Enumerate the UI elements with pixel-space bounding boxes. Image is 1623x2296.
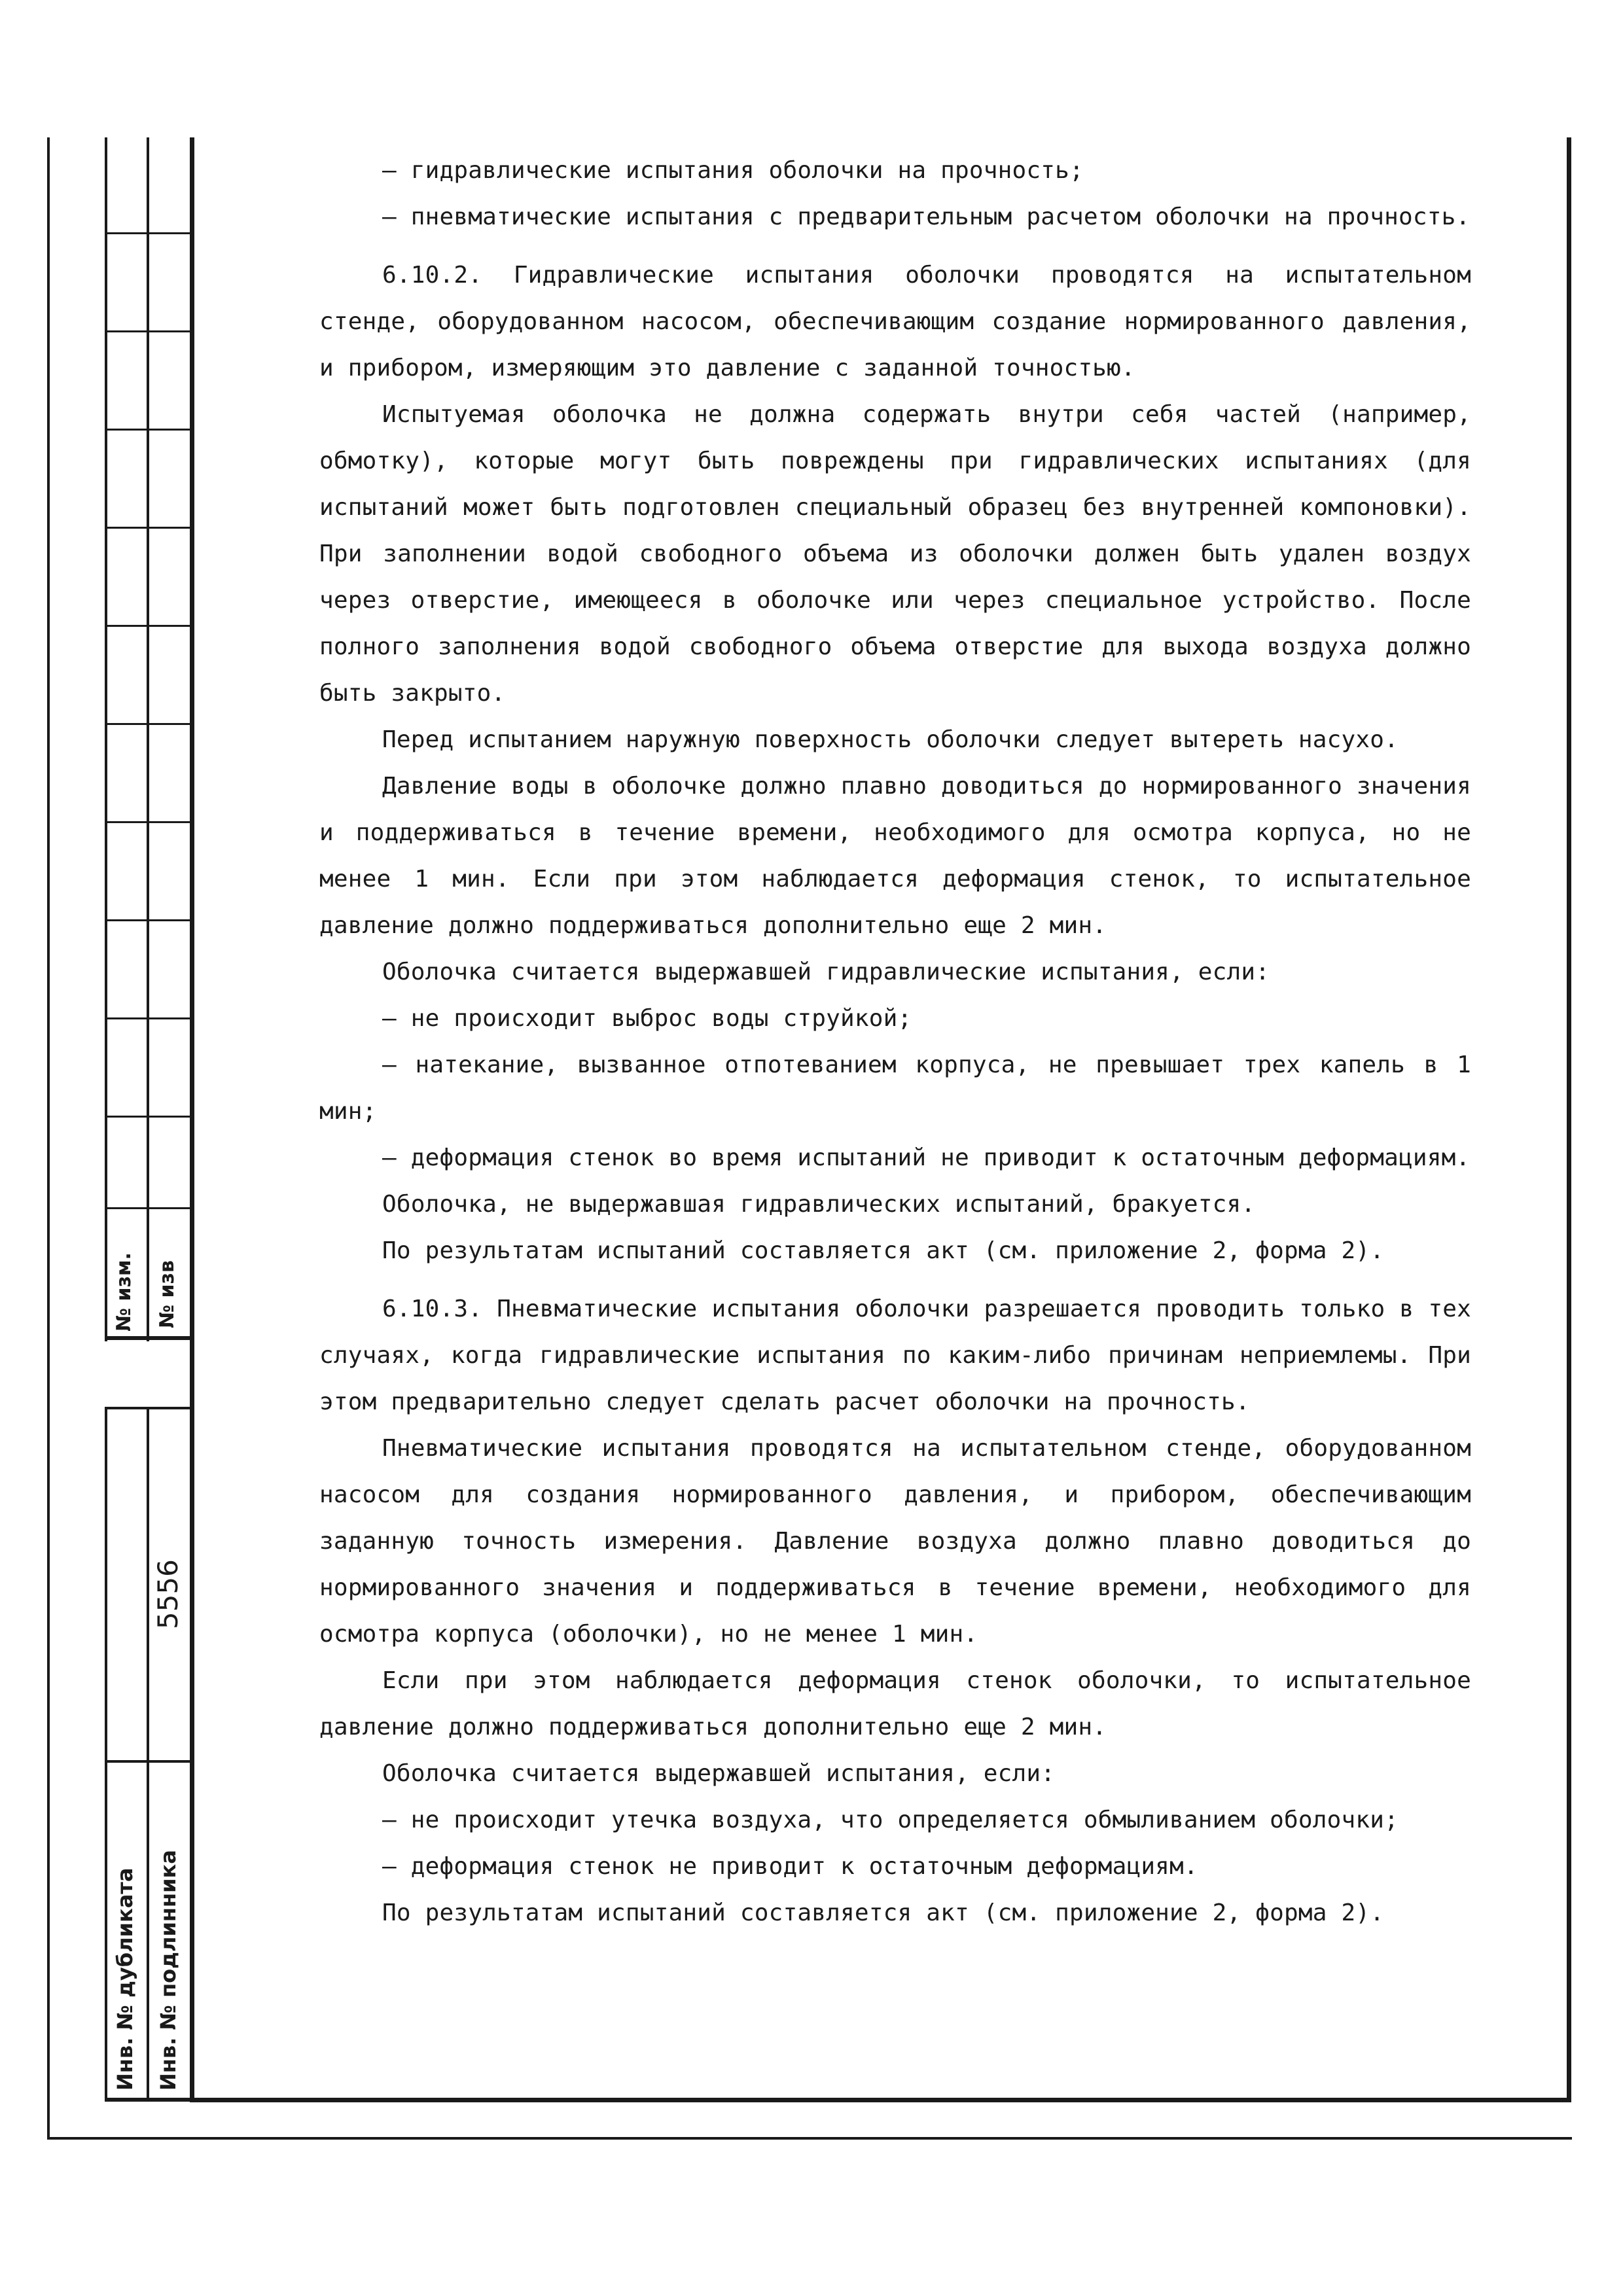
paragraph: Давление воды в оболочке должно плавно доводиться до нормированного значения и поддерживаться в течение времени, необходимого для осмотра корпуса, но не менее 1 мин. Если при этом наблюдается деформация стенок, то испытательное давление должно поддерживаться дополнительно еще 2 мин. (319, 773, 1471, 939)
stamp-grid-row (105, 723, 192, 725)
stamp-grid-row (105, 527, 192, 529)
original-inventory-number: 5556 (152, 1559, 184, 1629)
list-item: – гидравлические испытания оболочки на прочность; (382, 157, 1084, 184)
stamp-col-line-1 (105, 137, 107, 1341)
izv-label: № изв (156, 1260, 179, 1328)
stamp-grid-row (105, 919, 192, 921)
stamp-main-line (190, 137, 194, 2100)
stamp-grid-row (105, 1207, 192, 1209)
paragraph: Оболочка, не выдержавшая гидравлических испытаний, бракуется. (382, 1191, 1256, 1218)
content-frame-bottom (190, 2098, 1571, 2102)
stamp-grid-row (105, 821, 192, 823)
paragraph: Оболочка считается выдержавшей гидравлические испытания, если: (382, 959, 1270, 985)
stamp-grid-row (105, 232, 192, 234)
section-paragraph: 6.10.2. Гидравлические испытания оболочки проводятся на испытательном стенде, оборудованном насосом, обеспечивающим создание нормированного давления, и прибором, измеряющим это давление с заданной точностью. (319, 262, 1471, 381)
paragraph: Пневматические испытания проводятся на испытательном стенде, оборудованном насосом для создания нормированного давления, и прибором, обеспечивающим заданную точность измерения. Давление воздуха должно плавно доводиться до нормированного значения и поддерживаться в течение времени, необходимого для осмотра корпуса (оболочки), но не менее 1 мин. (319, 1435, 1471, 1648)
stamp-grid-row (105, 1116, 192, 1118)
duplicate-label: Инв. № дубликата (113, 1867, 137, 2091)
frame-bottom-outer (47, 2137, 1572, 2140)
frame-right-border (1567, 137, 1571, 2098)
frame-left-outer (47, 137, 50, 2140)
paragraph: Перед испытанием наружную поверхность оболочки следует вытереть насухо. (382, 726, 1399, 753)
original-label: Инв. № подлинника (156, 1850, 181, 2091)
paragraph: По результатам испытаний составляется акт (см. приложение 2, форма 2). (382, 1899, 1385, 1926)
stamp-lower-divider (147, 1407, 149, 2100)
paragraph: Оболочка считается выдержавшей испытания, если: (382, 1760, 1056, 1787)
stamp-grid-row (105, 1336, 192, 1340)
stamp-grid-row (105, 429, 192, 431)
stamp-col-line-2 (147, 137, 149, 1341)
paragraph: Если при этом наблюдается деформация стенок оболочки, то испытательное давление должно поддерживаться дополнительно еще 2 мин. (319, 1667, 1471, 1740)
stamp-grid-row (105, 1017, 192, 1019)
list-item: – натекание, вызванное отпотеванием корпуса, не превышает трех капель в 1 мин; (319, 1051, 1471, 1125)
list-item: – не происходит выброс воды струйкой; (382, 1005, 912, 1032)
list-item: – деформация стенок во время испытаний не приводит к остаточным деформациям. (382, 1144, 1471, 1171)
stamp-lower-left (105, 1407, 107, 2100)
document-body (319, 147, 1471, 1936)
paragraph: Испытуемая оболочка не должна содержать внутри себя частей (например, обмотку), которые могут быть повреждены при гидравлических испытаниях (для испытаний может быть подготовлен специальный образец без внутренней компоновки). При заполнении водой свободного объема из оболочки должен быть удален воздух через отверстие, имеющееся в оболочке или через специальное устройство. После полного заполнения водой свободного объема отверстие для выхода воздуха должно быть закрыто. (319, 401, 1471, 707)
stamp-lower-mid (105, 1760, 192, 1763)
izm-label: № изм. (113, 1252, 135, 1332)
stamp-grid-row (105, 330, 192, 332)
list-item: – пневматические испытания с предварительным расчетом оболочки на прочность. (382, 203, 1471, 230)
stamp-grid-row (105, 625, 192, 627)
list-item: – не происходит утечка воздуха, что определяется обмыливанием оболочки; (382, 1807, 1399, 1833)
section-paragraph: 6.10.3. Пневматические испытания оболочки разрешается проводить только в тех случаях, когда гидравлические испытания по каким-либо причинам неприемлемы. При этом предварительно следует сделать расчет оболочки на прочность. (319, 1296, 1471, 1415)
list-item: – деформация стенок не приводит к остаточным деформациям. (382, 1853, 1198, 1880)
paragraph: По результатам испытаний составляется акт (см. приложение 2, форма 2). (382, 1237, 1385, 1264)
